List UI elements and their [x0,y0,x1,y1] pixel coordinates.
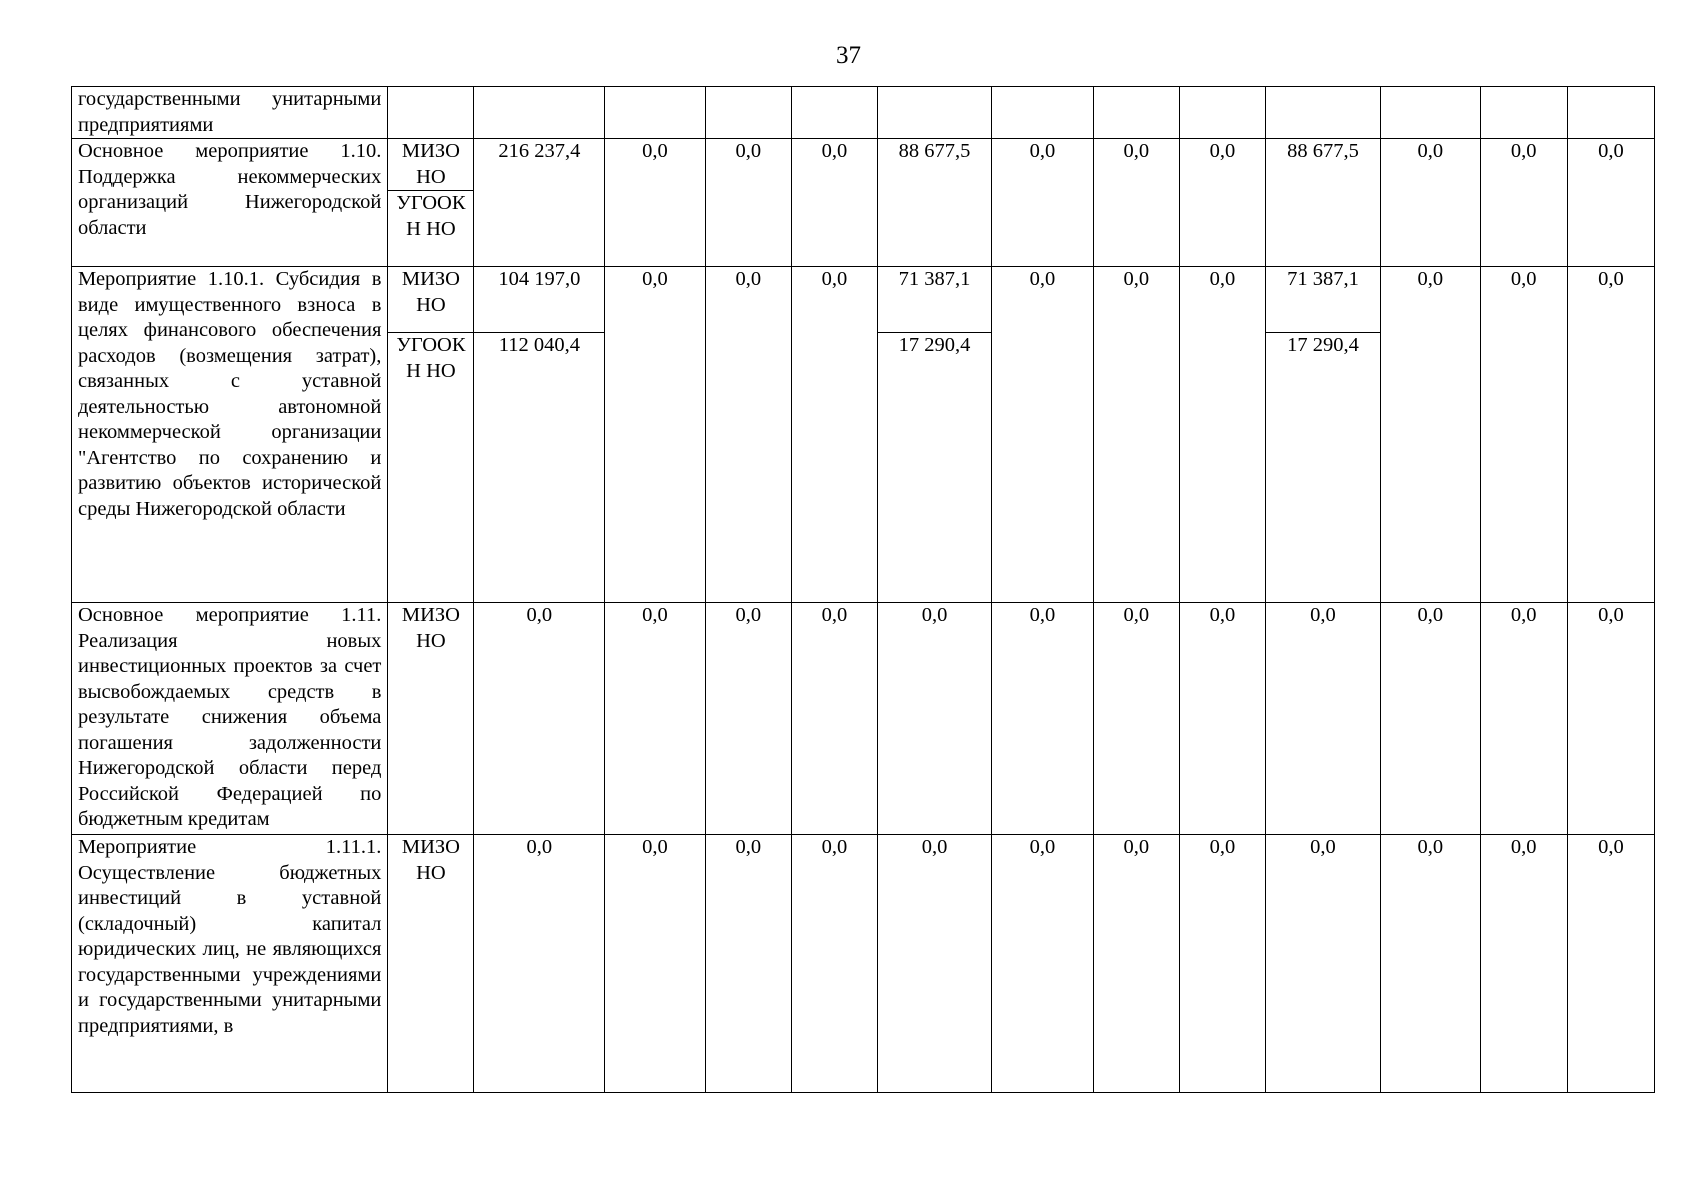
value-cell [705,87,791,139]
value-cell: 0,0 [474,603,605,835]
value-cell: 0,0 [1265,603,1380,835]
value-cell: 0,0 [1093,267,1179,603]
value-cell: 0,0 [1179,267,1265,603]
value-cell: 0,0 [1381,603,1481,835]
value-cell: 0,0 [705,603,791,835]
table-row [72,603,1655,835]
table-row [72,139,1655,191]
value-cell: 0,0 [791,603,877,835]
value-cell: 0,0 [791,139,877,267]
value-cell [474,87,605,139]
value-cell: 0,0 [605,267,706,603]
table-row [72,87,1655,139]
executor-cell: МИЗО НО [388,835,474,1093]
value-cell: 0,0 [1480,267,1567,603]
value-cell: 0,0 [1179,603,1265,835]
table-row [72,267,1655,333]
page-number: 37 [836,42,861,69]
value-cell: 0,0 [992,835,1094,1093]
value-cell [1179,87,1265,139]
value-cell: 0,0 [605,835,706,1093]
value-cell: 0,0 [992,139,1094,267]
value-cell: 0,0 [1093,139,1179,267]
value-cell: 0,0 [992,603,1094,835]
budget-table [71,86,1655,1093]
value-cell: 0,0 [605,603,706,835]
value-cell [992,87,1094,139]
value-cell [1480,87,1567,139]
value-cell: 0,0 [1567,139,1654,267]
value-cell: 0,0 [1567,835,1654,1093]
value-cell [791,87,877,139]
executor-cell: МИЗО НО [388,603,474,835]
value-cell: 0,0 [1480,835,1567,1093]
value-cell: 0,0 [791,835,877,1093]
value-cell: 0,0 [1179,139,1265,267]
value-cell [1265,87,1380,139]
value-cell: 0,0 [1480,139,1567,267]
executor-cell: МИЗО НО [388,139,474,191]
value-cell: 0,0 [1093,603,1179,835]
executor-cell: УГООКН НО [388,191,474,267]
value-cell: 88 677,5 [877,139,991,267]
value-cell [1093,87,1179,139]
row-name: Основное мероприятие 1.11. Реализация новых инвестиционных проектов за счет высвобождаемых средств в результате снижения объема погашения задолженности Нижегородской области перед Российской Федерацией по бюджетным кредитам [72,603,388,835]
value-cell: 0,0 [1179,835,1265,1093]
value-cell: 216 237,4 [474,139,605,267]
row-name: Мероприятие 1.10.1. Субсидия в виде имущественного взноса в целях финансового обеспечения расходов (возмещения затрат), связанных с уставной деятельностью автономной некоммерческой организации "Агентство по сохранению и развитию объектов исторической среды Нижегородской области [72,267,388,603]
row-name: Мероприятие 1.11.1. Осуществление бюджетных инвестиций в уставной (складочный) капитал юридических лиц, не являющихся государственными учреждениями и государственными унитарными предприятиями, в [72,835,388,1093]
value-cell: 0,0 [705,267,791,603]
value-cell: 0,0 [705,835,791,1093]
row-name: Основное мероприятие 1.10. Поддержка некоммерческих организаций Нижегородской области [72,139,388,267]
value-cell: 0,0 [1567,267,1654,603]
value-cell: 17 290,4 [1265,333,1380,603]
value-cell: 0,0 [1265,835,1380,1093]
value-cell [1567,87,1654,139]
value-cell: 0,0 [1381,267,1481,603]
executor-cell: МИЗО НО [388,267,474,333]
row-name: государственными унитарными предприятиями [72,87,388,139]
value-cell: 0,0 [1480,603,1567,835]
value-cell: 0,0 [1567,603,1654,835]
value-cell: 0,0 [877,603,991,835]
value-cell: 112 040,4 [474,333,605,603]
value-cell: 71 387,1 [1265,267,1380,333]
value-cell: 88 677,5 [1265,139,1380,267]
value-cell: 71 387,1 [877,267,991,333]
value-cell: 0,0 [605,139,706,267]
value-cell: 17 290,4 [877,333,991,603]
value-cell: 0,0 [1381,139,1481,267]
value-cell: 0,0 [1093,835,1179,1093]
executor-cell: УГООКН НО [388,333,474,603]
value-cell: 0,0 [791,267,877,603]
table-row [72,835,1655,1093]
value-cell [1381,87,1481,139]
executor-cell [388,87,474,139]
value-cell: 0,0 [992,267,1094,603]
value-cell: 0,0 [1381,835,1481,1093]
value-cell [877,87,991,139]
value-cell: 104 197,0 [474,267,605,333]
value-cell: 0,0 [705,139,791,267]
value-cell: 0,0 [877,835,991,1093]
value-cell: 0,0 [474,835,605,1093]
value-cell [605,87,706,139]
